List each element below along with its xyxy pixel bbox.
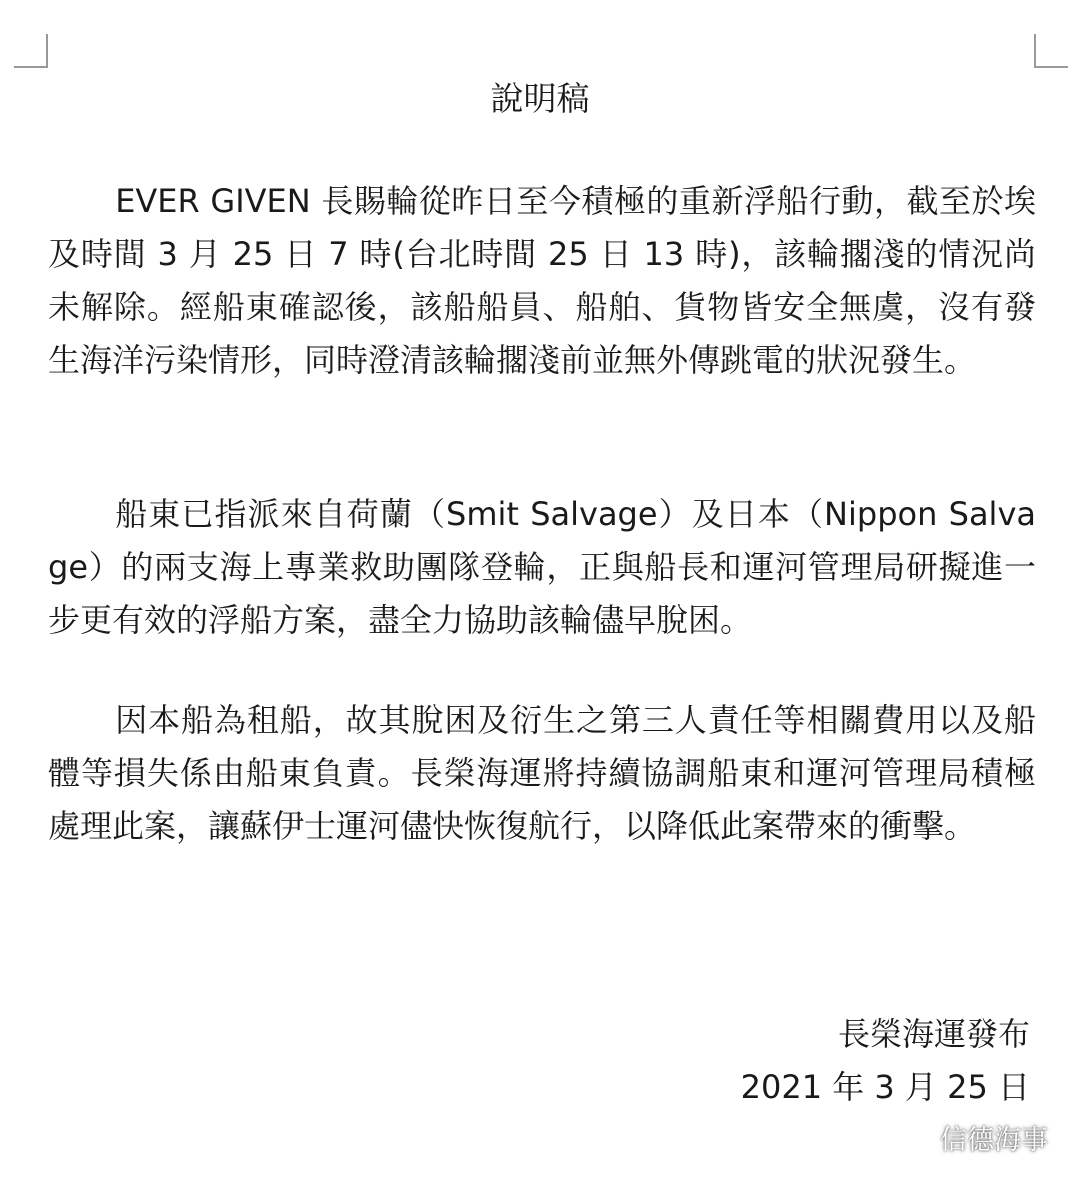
document-title: 說明稿 bbox=[490, 79, 590, 118]
watermark-text: 信德海事 bbox=[940, 1125, 1048, 1156]
signoff-block bbox=[741, 1008, 1030, 1114]
paragraph-2: 船東已指派來自荷蘭（Smit Salvage）及日本（Nippon Salvage）的兩支海上專業救助團隊登輪，正與船長和運河管理局研擬進一步更有效的浮船方案，盡全力協助該輪儘早脫困。 bbox=[48, 495, 1036, 639]
wechat-icon bbox=[896, 1123, 932, 1153]
paragraph-1: EVER GIVEN 長賜輪從昨日至今積極的重新浮船行動，截至於埃及時間 3 月 25 日 7 時(台北時間 25 日 13 時)，該輪擱淺的情況尚未解除。經船東確認後，該船船員、船舶、貨物皆安全無虞，沒有發生海洋污染情形，同時澄清該輪擱淺前並無外傳跳電的狀況發生。 bbox=[48, 182, 1036, 379]
paragraph-3: 因本船為租船，故其脫困及衍生之第三人責任等相關費用以及船體等損失係由船東負責。長榮海運將持續協調船東和運河管理局積極處理此案，讓蘇伊士運河儘快恢復航行，以降低此案帶來的衝擊。 bbox=[48, 701, 1036, 845]
page-corner-mark-top-right bbox=[1034, 34, 1068, 68]
signoff-issuer: 長榮海運發布 bbox=[837, 1015, 1030, 1053]
watermark bbox=[896, 1118, 1048, 1157]
page-corner-mark-top-left bbox=[14, 34, 48, 68]
signoff-date: 2021 年 3 月 25 日 bbox=[740, 1068, 1030, 1106]
